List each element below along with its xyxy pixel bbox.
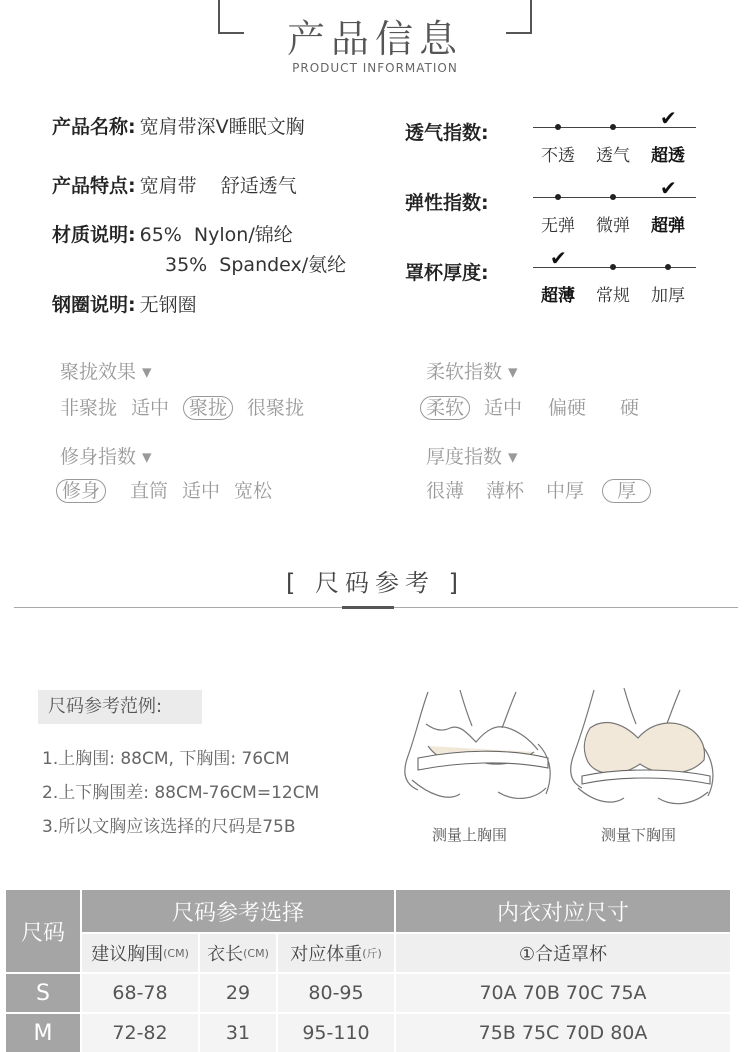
index-dot	[610, 194, 616, 200]
caption-under-bust: 测量下胸围	[601, 826, 677, 844]
size-example-line: 3.所以文胸应该选择的尺码是75B	[42, 817, 296, 837]
table-cell-cup: 75B 75C 70D 80A	[396, 1014, 730, 1052]
attr-option-selected: 厚	[602, 479, 651, 503]
attr-push-title: 聚拢效果 ▾	[60, 361, 152, 383]
info-label: 钢圈说明:	[52, 294, 136, 316]
measure-upper-bust-illustration	[398, 684, 558, 819]
subheader-text: 衣长	[207, 944, 244, 965]
index-option: 常规	[596, 286, 630, 306]
attr-option: 很聚拢	[247, 397, 305, 419]
index-dot	[610, 264, 616, 270]
attr-option: 中厚	[546, 480, 585, 502]
attr-option-selected: 柔软	[420, 396, 470, 420]
attr-option: 适中	[131, 397, 170, 419]
table-cell-cup: 70A 70B 70C 75A	[396, 974, 730, 1012]
table-cell-bust: 72-82	[82, 1014, 198, 1052]
index-option: 加厚	[651, 286, 685, 306]
info-row-material-2	[165, 250, 346, 277]
size-example-line: 2.上下胸围差: 88CM-76CM=12CM	[42, 783, 320, 803]
attr-slim-title: 修身指数 ▾	[60, 446, 152, 468]
size-example-title: 尺码参考范例:	[38, 690, 202, 724]
info-label: 产品特点:	[52, 175, 136, 197]
index-dot	[555, 194, 561, 200]
table-cell-weight: 80-95	[278, 974, 394, 1012]
index-label: 弹性指数:	[405, 192, 489, 214]
subheader-unit: (CM)	[163, 946, 189, 960]
table-header-ref: 尺码参考选择	[82, 890, 394, 932]
info-value: 宽肩带 舒适透气	[139, 175, 297, 197]
table-subheader-weight	[278, 934, 394, 972]
attr-option-selected: 聚拢	[183, 396, 233, 420]
info-value: 无钢圈	[139, 294, 197, 316]
index-option: 微弹	[596, 216, 630, 236]
index-label: 透气指数:	[405, 122, 489, 144]
index-label: 罩杯厚度:	[405, 262, 489, 284]
index-dot	[555, 124, 561, 130]
index-option: 超薄	[541, 286, 575, 306]
table-subheader-cup: ①合适罩杯	[396, 934, 730, 972]
table-cell-bust: 68-78	[82, 974, 198, 1012]
table-cell-size: M	[6, 1014, 80, 1052]
size-example-line: 1.上胸围: 88CM, 下胸围: 76CM	[42, 749, 290, 769]
table-header-underwear: 内衣对应尺寸	[396, 890, 730, 932]
index-option: 超弹	[651, 216, 685, 236]
table-cell-size: S	[6, 974, 80, 1012]
table-cell-len: 31	[200, 1014, 276, 1052]
attr-option: 薄杯	[486, 480, 525, 502]
size-section-title: [ 尺码参考 ]	[286, 569, 464, 597]
check-icon: ✔	[660, 176, 677, 200]
table-header-size: 尺码	[6, 890, 80, 972]
attr-soft-options	[420, 393, 653, 420]
info-label: 材质说明:	[52, 224, 136, 246]
table-subheader-length	[200, 934, 276, 972]
attr-thick-options	[426, 476, 665, 503]
index-option: 不透	[541, 146, 575, 166]
subheader-text: 对应体重	[290, 944, 363, 965]
measure-under-bust-illustration	[560, 684, 720, 819]
attr-option: 宽松	[234, 480, 273, 502]
info-value: 65% Nylon/锦纶	[139, 224, 293, 246]
check-icon: ✔	[660, 106, 677, 130]
info-row-material	[52, 220, 293, 247]
check-icon: ✔	[550, 246, 567, 270]
info-row-name	[52, 112, 305, 139]
page-title: 产品信息	[286, 17, 463, 61]
attr-option: 直筒	[130, 480, 169, 502]
table-subheader-bust	[82, 934, 198, 972]
index-option: 超透	[651, 146, 685, 166]
section-divider-accent	[342, 606, 394, 609]
attr-option: 硬	[620, 397, 640, 419]
subheader-text: 建议胸围	[91, 944, 164, 965]
attr-thick-title: 厚度指数 ▾	[426, 446, 518, 468]
attr-option: 适中	[484, 397, 523, 419]
index-dot	[665, 264, 671, 270]
index-option: 无弹	[541, 216, 575, 236]
attr-option: 很薄	[426, 480, 465, 502]
info-label: 产品名称:	[52, 116, 136, 138]
attr-option: 偏硬	[548, 397, 587, 419]
info-value: 35% Spandex/氨纶	[165, 254, 347, 276]
table-cell-len: 29	[200, 974, 276, 1012]
subheader-unit: (斤)	[362, 947, 382, 960]
caption-upper-bust: 测量上胸围	[432, 826, 508, 844]
index-dot	[610, 124, 616, 130]
subheader-unit: (CM)	[243, 946, 269, 960]
table-cell-weight: 95-110	[278, 1014, 394, 1052]
index-option: 透气	[596, 146, 630, 166]
attr-slim-options	[56, 476, 286, 503]
attr-push-options	[60, 393, 318, 420]
page-subtitle: PRODUCT INFORMATION	[292, 61, 458, 75]
attr-option-selected: 修身	[56, 479, 106, 503]
info-row-feature	[52, 171, 297, 198]
info-row-wire	[52, 290, 197, 317]
info-value: 宽肩带深V睡眠文胸	[139, 116, 305, 138]
attr-option: 适中	[182, 480, 221, 502]
attr-option: 非聚拢	[60, 397, 118, 419]
attr-soft-title: 柔软指数 ▾	[426, 361, 518, 383]
